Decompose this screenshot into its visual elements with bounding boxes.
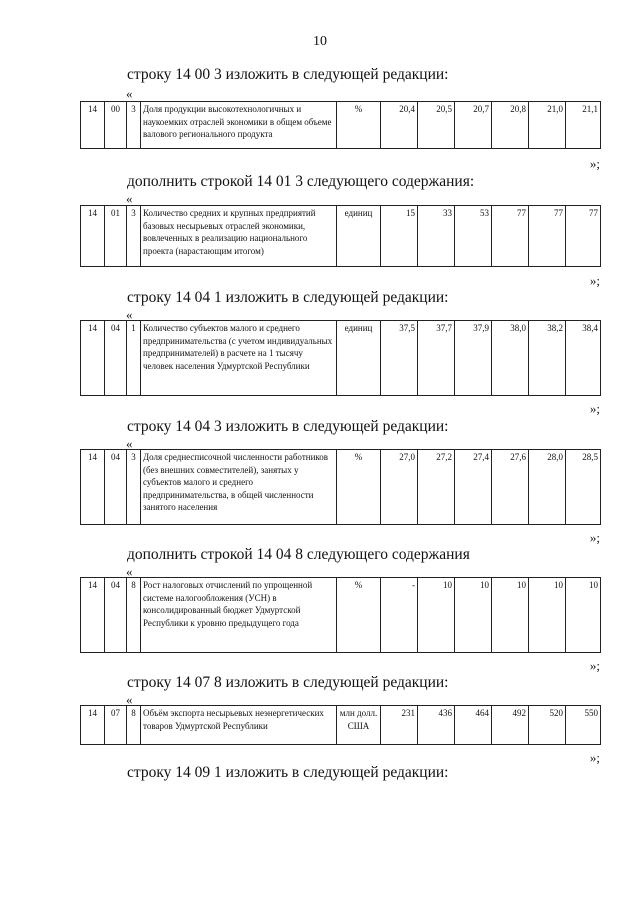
amendment-heading: дополнить строкой 14 01 3 следующего содержания: <box>127 173 475 190</box>
unit-cell: единиц <box>337 321 381 396</box>
code-item: 3 <box>127 102 141 149</box>
code-section: 14 <box>81 706 105 745</box>
value-cell: 37,5 <box>381 321 418 396</box>
code-section: 14 <box>81 102 105 149</box>
value-cell: 21,1 <box>566 102 601 149</box>
open-quote: « <box>126 307 133 322</box>
unit-cell: млн долл. США <box>337 706 381 745</box>
open-quote: « <box>126 692 133 707</box>
value-cell: 37,9 <box>455 321 492 396</box>
value-cell: 10 <box>492 578 529 653</box>
indicator-row-table <box>80 205 601 267</box>
value-cell: 231 <box>381 706 418 745</box>
value-cell: 53 <box>455 206 492 267</box>
value-cell: 28,0 <box>529 450 566 525</box>
indicator-row-table <box>80 577 601 653</box>
indicator-name: Доля среднесписочной численности работников (без внешних совместителей), занятых у субъектов малого и среднего предпринимательства, в общей численности занятого населения <box>141 450 337 525</box>
value-cell: 27,6 <box>492 450 529 525</box>
indicator-row-table <box>80 449 601 525</box>
value-cell: 37,7 <box>418 321 455 396</box>
amendment-block <box>80 173 600 288</box>
value-cell: 38,2 <box>529 321 566 396</box>
unit-cell: % <box>337 578 381 653</box>
value-cell: 464 <box>455 706 492 745</box>
value-cell: 10 <box>455 578 492 653</box>
amendment-heading: строку 14 07 8 изложить в следующей редакции: <box>127 674 449 691</box>
amendment-heading: строку 14 04 1 изложить в следующей редакции: <box>127 289 449 306</box>
amendment-heading: строку 14 04 3 изложить в следующей редакции: <box>127 418 449 435</box>
amendment-heading: строку 14 09 1 изложить в следующей редакции: <box>127 764 449 781</box>
amendment-heading: строку 14 00 3 изложить в следующей редакции: <box>127 66 449 83</box>
table-row <box>81 206 601 267</box>
value-cell: 10 <box>566 578 601 653</box>
code-item: 3 <box>127 206 141 267</box>
code-item: 1 <box>127 321 141 396</box>
value-cell: 20,7 <box>455 102 492 149</box>
value-cell: 38,4 <box>566 321 601 396</box>
value-cell: 28,5 <box>566 450 601 525</box>
value-cell: - <box>381 578 418 653</box>
table-row <box>81 321 601 396</box>
amendment-block <box>80 66 600 171</box>
amendment-block <box>80 764 600 788</box>
value-cell: 38,0 <box>492 321 529 396</box>
close-quote: »; <box>589 750 600 765</box>
close-quote: »; <box>589 401 600 416</box>
code-section: 14 <box>81 321 105 396</box>
open-quote: « <box>126 191 133 206</box>
open-quote: « <box>126 436 133 451</box>
close-quote: »; <box>589 530 600 545</box>
code-item: 3 <box>127 450 141 525</box>
value-cell: 15 <box>381 206 418 267</box>
code-item: 8 <box>127 578 141 653</box>
code-subsection: 04 <box>105 450 127 525</box>
open-quote: « <box>126 86 133 101</box>
table-row <box>81 450 601 525</box>
code-subsection: 04 <box>105 578 127 653</box>
value-cell: 33 <box>418 206 455 267</box>
indicator-name: Количество средних и крупных предприятий базовых несырьевых отраслей экономики, вовлеченных в реализацию национального проекта (нарастающим итогом) <box>141 206 337 267</box>
value-cell: 77 <box>566 206 601 267</box>
indicator-row-table <box>80 705 601 745</box>
code-subsection: 01 <box>105 206 127 267</box>
value-cell: 10 <box>418 578 455 653</box>
code-subsection: 00 <box>105 102 127 149</box>
value-cell: 436 <box>418 706 455 745</box>
indicator-row-table <box>80 101 601 149</box>
amendment-block <box>80 289 600 417</box>
amendment-heading: дополнить строкой 14 04 8 следующего содержания <box>127 546 470 563</box>
value-cell: 27,0 <box>381 450 418 525</box>
value-cell: 10 <box>529 578 566 653</box>
unit-cell: единиц <box>337 206 381 267</box>
table-row <box>81 578 601 653</box>
unit-cell: % <box>337 102 381 149</box>
amendment-block <box>80 546 600 674</box>
value-cell: 550 <box>566 706 601 745</box>
value-cell: 27,4 <box>455 450 492 525</box>
value-cell: 20,8 <box>492 102 529 149</box>
indicator-row-table <box>80 320 601 396</box>
code-section: 14 <box>81 450 105 525</box>
indicator-name: Объём экспорта несырьевых неэнергетических товаров Удмуртской Республики <box>141 706 337 745</box>
amendment-block <box>80 418 600 546</box>
close-quote: »; <box>589 156 600 171</box>
code-subsection: 07 <box>105 706 127 745</box>
open-quote: « <box>126 564 133 579</box>
value-cell: 20,4 <box>381 102 418 149</box>
indicator-name: Доля продукции высокотехнологичных и наукоемких отраслей экономики в общем объеме валового регионального продукта <box>141 102 337 149</box>
value-cell: 77 <box>529 206 566 267</box>
indicator-name: Рост налоговых отчислений по упрощенной системе налогообложения (УСН) в консолидированный бюджет Удмуртской Республики к уровню предыдущего года <box>141 578 337 653</box>
value-cell: 77 <box>492 206 529 267</box>
close-quote: »; <box>589 658 600 673</box>
code-section: 14 <box>81 206 105 267</box>
code-item: 8 <box>127 706 141 745</box>
indicator-name: Количество субъектов малого и среднего предпринимательства (с учетом индивидуальных предпринимателей) в расчете на 1 тысячу человек населения Удмуртской Республики <box>141 321 337 396</box>
unit-cell: % <box>337 450 381 525</box>
code-section: 14 <box>81 578 105 653</box>
table-row <box>81 102 601 149</box>
table-row <box>81 706 601 745</box>
value-cell: 520 <box>529 706 566 745</box>
value-cell: 20,5 <box>418 102 455 149</box>
value-cell: 21,0 <box>529 102 566 149</box>
code-subsection: 04 <box>105 321 127 396</box>
value-cell: 492 <box>492 706 529 745</box>
amendment-block <box>80 674 600 766</box>
value-cell: 27,2 <box>418 450 455 525</box>
page-number: 10 <box>313 34 327 49</box>
close-quote: »; <box>589 273 600 288</box>
